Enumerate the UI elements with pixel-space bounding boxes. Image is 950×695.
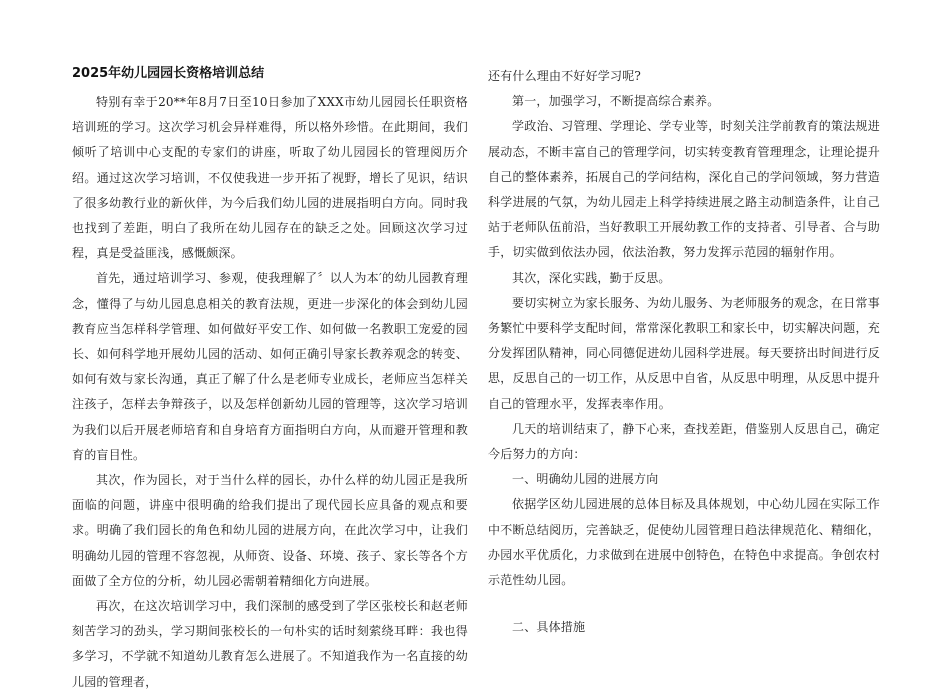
document-title: 2025年幼儿园园长资格培训总结	[72, 66, 265, 81]
heading-measures: 二、具体措施	[512, 620, 586, 635]
paragraph-third: 再次，在这次培训学习中，我们深制的感受到了学区张校长和赵老师刻苦学习的劲头，学习期间张校长的一句朴实的话时刻萦绕耳畔：我也得多学习，不学就不知道幼儿教育怎么进展了。不知道我作为一名直接的幼儿园的管理者，	[72, 599, 468, 689]
paragraph-study: 学政治、习管理、学理论、学专业等，时刻关注学前教育的策法规进展动态，不断丰富自己的管理学问，切实转变教育管理理念，让理论提升自己的整体素养，拓展自己的学问结构，深化自己的学问领域，努力营造科学进展的气氛，为幼儿园走上科学持续进展之路主动制造条件，让自己站于老师队伍前沿，当好教职工开展幼教工作的支持者、引导者、合与助手，切实做到依法办园，依法治教，努力发挥示范园的辐射作用。	[488, 119, 880, 260]
left-column	[72, 64, 468, 695]
section-gap	[488, 593, 880, 615]
paragraph-conclusion: 几天的培训结束了，静下心来，查找差距，借鉴别人反思自己，确定今后努力的方向：	[488, 421, 880, 462]
right-column	[488, 64, 880, 640]
paragraph-second: 其次，作为园长，对于当什么样的园长，办什么样的幼儿园正是我所面临的问题，讲座中很明确的给我们提出了现代园长应具备的观点和要求。明确了我们园长的角色和幼儿园的进展方向，在此次学习中，让我们明确幼儿园的管理不容忽视，从师资、设备、环境、孩子、家长等各个方面做了全方位的分析，幼儿园必需朝着精细化方向进展。	[72, 473, 468, 588]
heading-first-point: 第一，加强学习，不断提高综合素养。	[512, 94, 720, 109]
paragraph-direction: 依据学区幼儿园进展的总体目标及具体规划，中心幼儿园在实际工作中不断总结阅历，完善缺乏，促使幼儿园管理日趋法律规范化、精细化，办园水平优质化，力求做到在进展中创特色，在特色中求提高。争创农村示范性幼儿园。	[488, 497, 880, 588]
paragraph-practice: 要切实树立为家长服务、为幼儿服务、为老师服务的观念，在日常事务繁忙中要科学支配时间，常常深化教职工和家长中，切实解决问题，充分发挥团队精神，同心同德促进幼儿园科学进展。每天要挤出时间进行反思，反思自己的一切工作，从反思中自省，从反思中明理，从反思中提升自己的管理水平，发挥表率作用。	[488, 295, 880, 411]
heading-direction: 一、明确幼儿园的进展方向	[512, 472, 659, 487]
paragraph-intro: 特别有幸于20**年8月7日至10日参加了XXX市幼儿园园长任职资格培训班的学习。这次学习机会异样难得，所以格外珍惜。在此期间，我们倾听了培训中心支配的专家们的讲座，听取了幼儿园园长的管理阅历介绍。通过这次学习培训，不仅使我进一步开拓了视野，增长了见识，结识了很多幼教行业的新伙伴，为今后我们幼儿园的进展指明白方向。同时我也找到了差距，明白了我所在幼儿园存在的缺乏之处。回顾这次学习过程，真是受益匪浅，感慨颇深。	[72, 95, 468, 261]
heading-second-point: 其次，深化实践，勤于反思。	[512, 270, 671, 285]
paragraph-first: 首先，通过培训学习、参观，使我理解了〞以人为本′的幼儿园教育理念，懂得了与幼儿园息息相关的教育法规，更进一步深化的体会到幼儿园教育应当怎样科学管理、如何做好平安工作、如何做一名教职工宠爱的园长、如何科学地开展幼儿园的活动、如何正确引导家长教养观念的转变、如何有效与家长沟通，真正了解了什么是老师专业成长，老师应当怎样关注孩子，怎样去争辩孩子，以及怎样创新幼儿园的管理等，这次学习培训为我们以后开展老师培育和自身培育方面指明白方向，从而避开管理和教育的盲目性。	[72, 271, 468, 462]
paragraph-continuation: 还有什么理由不好好学习呢?	[488, 69, 642, 83]
